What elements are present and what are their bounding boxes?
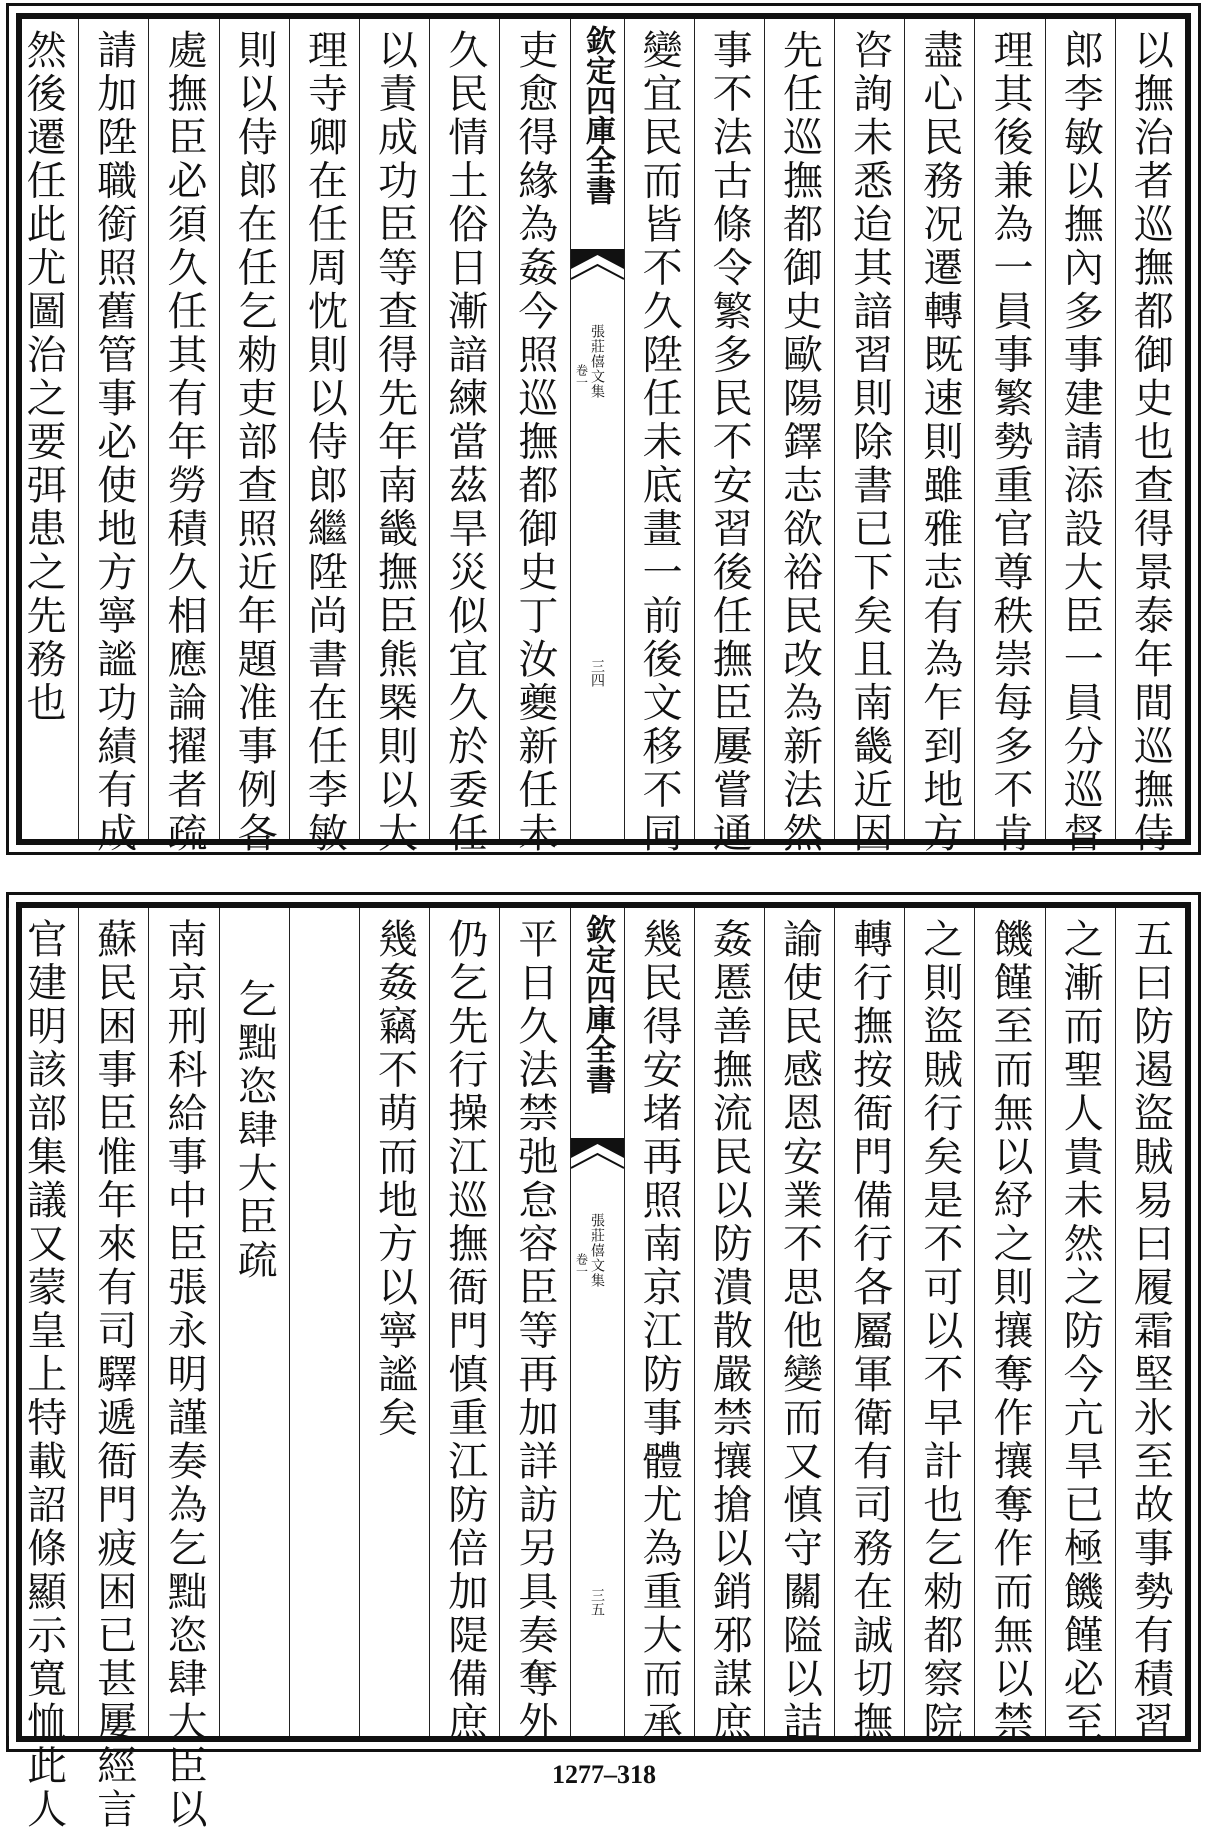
- column-text: 變宜民而皆不久陞任未底畫一前後文移不同: [636, 29, 683, 856]
- column-text: 官建明該部集議又蒙皇上特載詔條顯示寬恤此人: [20, 918, 67, 1832]
- column-text: 以責成功臣等查得先年南畿撫臣熊槩則以大: [371, 29, 418, 856]
- column-text: 南京刑科給事中臣張永明謹奏為乞黜恣肆大臣以: [160, 918, 207, 1832]
- page-number: 1277–318: [552, 1760, 656, 1789]
- memorial-title: 乞黜恣肆大臣疏: [231, 978, 278, 1283]
- column-text: 幾民得安堵再照南京江防事體尤為重大而承: [636, 918, 683, 1745]
- text-column: [8, 19, 78, 839]
- text-column: [694, 19, 764, 856]
- column-text: 處撫臣必須久任其有年勞積久相應論擢者疏: [160, 29, 207, 856]
- top-page: [6, 3, 1201, 855]
- collection-title: 張莊僖文集: [589, 1213, 605, 1288]
- top-page-frame: [16, 13, 1191, 856]
- column-text: 理其後兼為一員事繁勢重官尊秩崇每多不肯: [987, 29, 1034, 856]
- column-text: 吏愈得緣為姦今照巡撫都御史丁汝夔新任未: [511, 29, 558, 856]
- column-text: 姦慝善撫流民以防潰散嚴禁攘搶以銷邪謀庶: [706, 918, 753, 1745]
- juan-number: 卷一: [574, 1253, 589, 1277]
- text-column: [499, 19, 569, 856]
- text-column: [974, 908, 1044, 1745]
- text-column: [974, 19, 1044, 856]
- text-column: [359, 908, 429, 1736]
- column-text: 先任巡撫都御史歐陽鐸志欲裕民改為新法然: [776, 29, 823, 856]
- fish-tail-mark-icon: [571, 1138, 624, 1178]
- text-column: [148, 19, 218, 856]
- text-column: [694, 908, 764, 1745]
- column-text: 久民情土俗日漸諳練當茲旱災似宜久於委任: [441, 29, 488, 856]
- column-text: 以撫治者巡撫都御史也查得景泰年間巡撫侍: [1127, 29, 1174, 856]
- fish-tail-mark-icon: [571, 249, 624, 289]
- text-column: [429, 908, 499, 1745]
- text-column: [624, 908, 694, 1745]
- column-text: 則以侍郎在任乞勑吏部查照近年題准事例各: [231, 29, 278, 856]
- text-column: [1115, 908, 1185, 1745]
- column-text: 仍乞先行操江巡撫衙門慎重江防倍加隄備庶: [441, 918, 488, 1745]
- column-text: 然後遷任此尤圖治之要弭患之先務也: [20, 29, 67, 725]
- column-text: 之漸而聖人貴未然之防今亢旱已極饑饉必至: [1057, 918, 1104, 1745]
- text-column: [1115, 19, 1185, 856]
- leaf-number: 三五: [589, 1588, 605, 1616]
- center-fold-column: [570, 908, 624, 1736]
- leaf-number: 三四: [589, 659, 605, 687]
- center-fold-column: [570, 19, 624, 839]
- column-text: 理寺卿在任周忱則以侍郎繼陞尚書在任李敏: [301, 29, 348, 856]
- text-column: [834, 19, 904, 856]
- column-text: 幾姦竊不萌而地方以寧謐矣: [371, 918, 418, 1440]
- text-column: [219, 908, 289, 1736]
- column-text: 咨詢未悉迨其諳習則除書已下矣且南畿近因: [846, 29, 893, 856]
- text-column: [359, 19, 429, 856]
- column-text: 蘇民困事臣惟年來有司驛遞衙門疲困已甚屢經言: [90, 918, 137, 1832]
- book-title: 欽定四庫全書: [580, 25, 615, 205]
- text-column: [904, 908, 974, 1745]
- text-column: [624, 19, 694, 856]
- column-text: 郎李敏以撫內多事建請添設大臣一員分巡督: [1057, 29, 1104, 856]
- text-column: [429, 19, 499, 856]
- column-text: 盡心民務况遷轉既速則雖雅志有為乍到地方: [916, 29, 963, 856]
- column-text: 轉行撫按衙門備行各屬軍衛有司務在誠切撫: [846, 918, 893, 1745]
- text-column: [764, 908, 834, 1745]
- text-column: [904, 19, 974, 856]
- text-column: [148, 908, 218, 1832]
- column-text: [0, 908, 6, 1736]
- text-column: [289, 19, 359, 856]
- juan-number: 卷一: [574, 364, 589, 388]
- text-column: [78, 19, 148, 856]
- column-text: 五曰防遏盜賊易曰履霜堅氷至故事勢有積習: [1127, 918, 1174, 1745]
- text-column: [219, 19, 289, 856]
- text-column: [834, 908, 904, 1745]
- collection-title: 張莊僖文集: [589, 324, 605, 399]
- text-column: [78, 908, 148, 1832]
- book-title: 欽定四庫全書: [580, 914, 615, 1094]
- text-column: [764, 19, 834, 856]
- column-text: 平日久法禁弛怠容臣等再加詳訪另具奏奪外: [511, 918, 558, 1745]
- text-column: [499, 908, 569, 1745]
- text-column: [8, 908, 78, 1832]
- column-text: 請加陞職銜照舊管事必使地方寧謐功績有成: [90, 29, 137, 856]
- text-column: [289, 908, 359, 1736]
- column-text: 饑饉至而無以紓之則攘奪作攘奪作而無以禁: [987, 918, 1034, 1745]
- column-text: 諭使民感恩安業不思他變而又慎守關隘以詰: [776, 918, 823, 1745]
- column-text: 事不法古條令繁多民不安習後任撫臣屢嘗通: [706, 29, 753, 856]
- column-text: 之則盜賊行矣是不可以不早計也乞勑都察院: [916, 918, 963, 1745]
- text-column: [0, 908, 8, 1736]
- text-column: [1045, 19, 1115, 856]
- text-column: [1045, 908, 1115, 1745]
